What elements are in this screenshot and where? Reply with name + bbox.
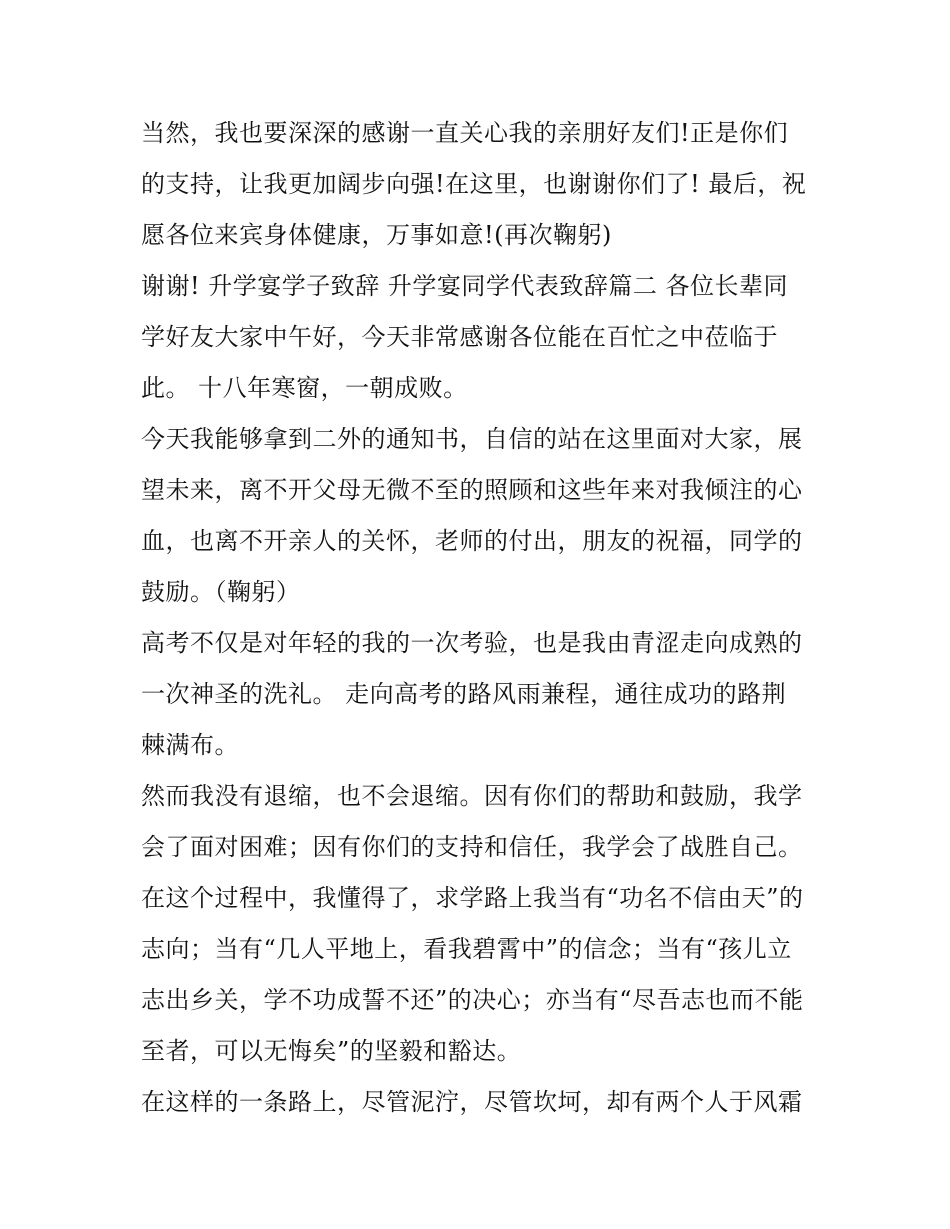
text-line: 当然，我也要深深的感谢一直关心我的亲朋好友们!正是你们 [141, 119, 789, 147]
text-line: 高考不仅是对年轻的我的一次考验，也是我由青涩走向成熟的 [141, 629, 803, 657]
text-line: 会了面对困难；因有你们的支持和信任，我学会了战胜自己。 [141, 833, 803, 861]
text-line: 至者，可以无悔矣”的坚毅和豁达。 [141, 1037, 522, 1065]
document-body [141, 108, 821, 1128]
text-line: 棘满布。 [141, 731, 239, 759]
text-line: 的支持，让我更加阔步向强!在这里，也谢谢你们了! 最后，祝 [141, 170, 807, 198]
text-line: 鼓励。（鞠躬） [141, 578, 301, 606]
text-line: 志向；当有“几人平地上，看我碧霄中”的信念；当有“孩儿立 [141, 935, 792, 963]
text-line: 在这个过程中，我懂得了，求学路上我当有“功名不信由天”的 [141, 884, 804, 912]
text-line: 今天我能够拿到二外的通知书，自信的站在这里面对大家，展 [141, 425, 803, 453]
text-line: 然而我没有退缩，也不会退缩。因有你们的帮助和鼓励，我学 [141, 782, 803, 810]
text-line: 望未来，离不开父母无微不至的照顾和这些年来对我倾注的心 [141, 476, 803, 504]
text-line: 在这样的一条路上，尽管泥泞，尽管坎坷，却有两个人于风霜 [141, 1088, 803, 1116]
text-line: 志出乡关，学不功成誓不还”的决心；亦当有“尽吾志也而不能 [141, 986, 804, 1014]
text-line: 血，也离不开亲人的关怀，老师的付出，朋友的祝福，同学的 [141, 527, 803, 555]
text-line: 此。 十八年寒窗，一朝成败。 [141, 374, 468, 402]
text-line: 谢谢! 升学宴学子致辞 升学宴同学代表致辞篇二 各位长辈同 [141, 272, 789, 300]
text-line: 愿各位来宾身体健康，万事如意!(再次鞠躬) [141, 221, 612, 249]
text-line: 一次神圣的洗礼。 走向高考的路风雨兼程，通往成功的路荆 [141, 680, 787, 708]
text-line: 学好友大家中午好，今天非常感谢各位能在百忙之中莅临于 [141, 323, 778, 351]
